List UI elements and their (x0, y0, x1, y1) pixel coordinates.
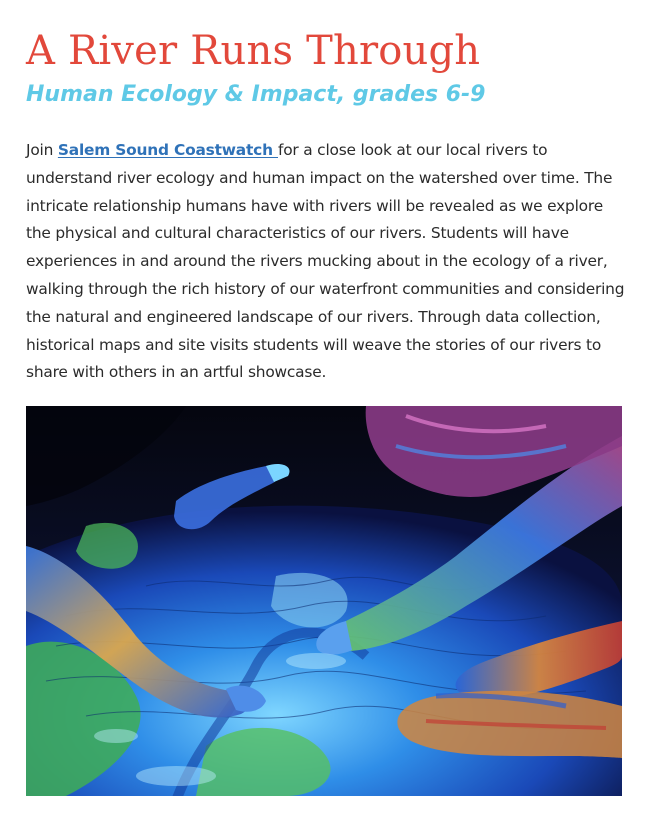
description-body-text: for a close look at our local rivers to understand river ecology and human impact on the watershed over time. The intricate relationship humans have with rivers will be revealed as we explore the physical and cultural characteristics of our rivers. Students will have experiences in and around the rivers mucking about in the ecology of a river, walking through the rich history of our waterfront communities and considering the natural and engineered landscape of our rivers. Through data collection, historical maps and site visits students will weave the stories of our rivers to share with others in an artful showcase. (26, 141, 625, 382)
program-description (26, 137, 626, 387)
sand-table-photo-illustration (26, 406, 622, 796)
description-lead-text: Join (26, 141, 58, 159)
page-title: A River Runs Through (26, 28, 481, 74)
sand-table-photo (26, 406, 622, 796)
salem-sound-coastwatch-link[interactable]: Salem Sound Coastwatch (57, 141, 278, 159)
page-subtitle: Human Ecology & Impact, grades 6-9 (26, 82, 486, 107)
